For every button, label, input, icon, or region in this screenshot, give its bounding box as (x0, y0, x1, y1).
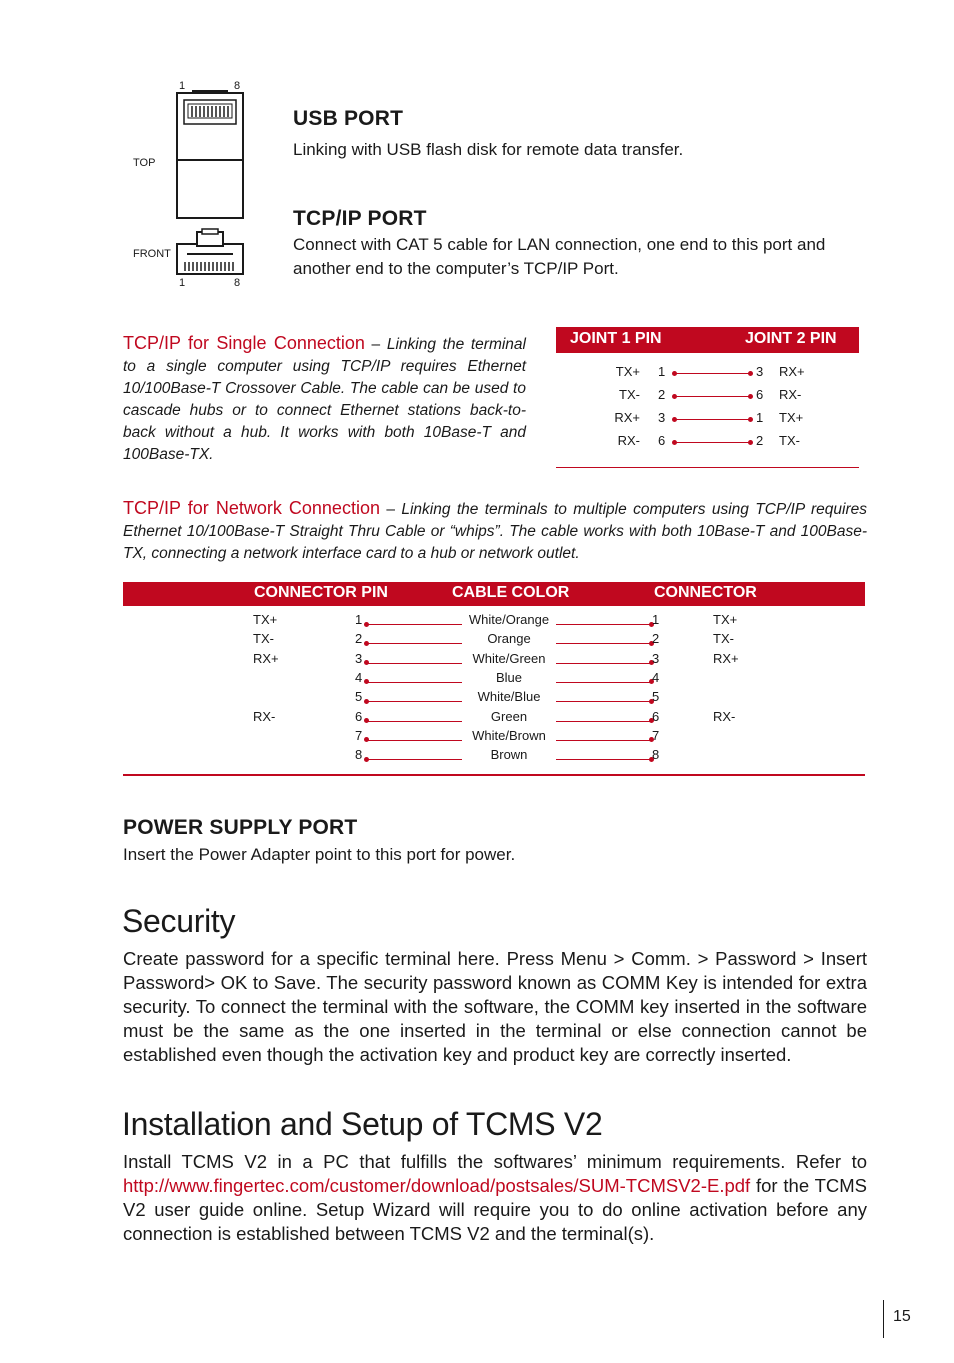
straight-right-pin: 3 (652, 650, 660, 666)
straight-left-wire (366, 759, 462, 760)
tcms-guide-link[interactable]: http://www.fingertec.com/customer/download/postsales/SUM-TCMSV2-E.pdf (123, 1175, 751, 1196)
page-number: 15 (893, 1308, 911, 1325)
network-connection-paragraph (123, 497, 867, 565)
install-text-after: for the TCMS V2 user guide online. Setup Wizard will require you to do online activation before any connection is established between TCMS V2 and the terminal(s). (123, 1175, 867, 1244)
network-connection-text: Linking the terminals to multiple computers using TCP/IP requires Ethernet 10/100Base-T Straight Thru Cable or “whips”. The cable works with both 10Base-T and 100Base-TX, connecting a network interface card to a hub or network outlet. (123, 501, 867, 562)
top-pin-last: 8 (234, 80, 241, 92)
single-dash: – (364, 336, 387, 353)
straight-right-pin: 6 (652, 708, 660, 724)
straight-right-signal: RX- (713, 708, 736, 724)
straight-left-wire (366, 721, 462, 722)
straight-left-pin: 5 (355, 689, 363, 705)
straight-right-pin: 5 (652, 689, 660, 705)
straight-right-pin: 8 (652, 747, 660, 763)
straight-right-wire (556, 624, 651, 625)
crossover-right-dot (748, 394, 753, 399)
crossover-left-pin: 3 (658, 410, 666, 425)
single-connection-text: Linking the terminal to a single computer using TCP/IP requires Ethernet 10/100Base-T Crossover Cable. The cable can be used to cascade hubs or to connect Ethernet stations back-to-back without a hub. It works with both 10Base-T and 100Base-TX. (123, 336, 526, 463)
usb-text: Linking with USB flash disk for remote data transfer. (293, 140, 684, 159)
crossover-left-signal: RX- (617, 433, 640, 448)
straight-left-wire (366, 682, 462, 683)
straight-bottom-rule (123, 774, 865, 776)
top-pin-first: 1 (179, 80, 186, 92)
crossover-table (556, 327, 859, 469)
tcpip-heading: TCP/IP PORT (293, 207, 427, 230)
power-text: Insert the Power Adapter point to this port for power. (123, 845, 516, 864)
straight-left-pin: 7 (355, 727, 363, 743)
straight-cable-color: Blue (495, 669, 523, 685)
install-text-before: Install TCMS V2 in a PC that fulfills the softwares’ minimum requirements. Refer to (123, 1151, 867, 1172)
top-label: TOP (133, 157, 156, 169)
joint1-header: JOINT 1 PIN (570, 330, 662, 347)
crossover-right-signal: RX+ (779, 364, 805, 379)
straight-table (123, 582, 865, 778)
crossover-right-pin: 2 (756, 433, 764, 448)
straight-right-wire (556, 759, 651, 760)
crossover-wire (674, 419, 750, 420)
tcpip-text: Connect with CAT 5 cable for LAN connection, one end to this port and another end to the computer’s TCP/IP Port. (293, 235, 826, 278)
usb-heading: USB PORT (293, 107, 404, 130)
crossover-left-pin: 1 (658, 364, 666, 379)
straight-cable-color: White/Blue (477, 689, 541, 705)
straight-right-signal: RX+ (713, 650, 739, 666)
straight-cable-color: White/Orange (468, 612, 550, 627)
straight-left-pin: 6 (355, 708, 363, 724)
straight-cable-color: White/Green (472, 650, 546, 666)
straight-left-wire (366, 663, 462, 664)
straight-left-signal: TX+ (253, 612, 278, 627)
straight-left-pin: 1 (355, 612, 363, 627)
crossover-right-dot (748, 440, 753, 445)
crossover-wire (674, 373, 750, 374)
straight-left-signal: RX- (253, 708, 276, 724)
crossover-left-pin: 6 (658, 433, 666, 448)
straight-left-signal: TX- (253, 631, 274, 647)
security-text: Create password for a specific terminal here. Press Menu > Comm. > Password > Insert Password> OK to Save. The security password known as COMM Key is intended for extra security. To connect the terminal with the software, the COMM key inserted in the software must be the same as the one inserted in the terminal or else connection cannot be established even though the activation key and product key are correctly inserted. (123, 948, 867, 1065)
straight-left-wire (366, 624, 462, 625)
page-number-rule (883, 1300, 884, 1338)
crossover-right-signal: TX- (779, 433, 800, 448)
front-label: FRONT (133, 248, 171, 260)
joint2-header: JOINT 2 PIN (745, 330, 837, 347)
crossover-wire (674, 442, 750, 443)
crossover-right-signal: RX- (779, 387, 802, 402)
crossover-left-pin: 2 (658, 387, 666, 402)
cable-color-header: CABLE COLOR (452, 584, 570, 601)
straight-right-wire (556, 701, 651, 702)
straight-right-pin: 1 (652, 612, 660, 627)
straight-left-pin: 2 (355, 631, 363, 647)
straight-table-header (123, 582, 865, 606)
crossover-right-signal: TX+ (779, 410, 804, 425)
connector-header: CONNECTOR (654, 584, 757, 601)
crossover-table-header (556, 327, 859, 353)
install-heading: Installation and Setup of TCMS V2 (122, 1106, 603, 1142)
straight-left-pin: 8 (355, 747, 363, 763)
single-connection-title: TCP/IP for Single Connection (123, 333, 365, 353)
crossover-right-pin: 1 (756, 410, 764, 425)
network-dash: – (379, 501, 402, 518)
straight-right-wire (556, 643, 651, 644)
straight-right-pin: 4 (652, 669, 660, 685)
straight-left-wire (366, 643, 462, 644)
straight-left-signal: RX+ (253, 650, 279, 666)
straight-right-signal: TX- (713, 631, 734, 647)
security-heading: Security (122, 903, 236, 939)
port-diagram (130, 78, 260, 293)
straight-right-signal: TX+ (713, 612, 738, 627)
straight-left-pin: 4 (355, 669, 363, 685)
rj45-drawing (130, 78, 260, 293)
straight-right-pin: 2 (652, 631, 660, 647)
crossover-right-pin: 6 (756, 387, 764, 402)
straight-cable-color: Orange (487, 631, 531, 647)
straight-left-wire (366, 740, 462, 741)
front-pin-first: 1 (179, 277, 186, 289)
single-connection-paragraph (123, 332, 526, 466)
straight-right-wire (556, 682, 651, 683)
crossover-left-signal: TX- (619, 387, 640, 402)
straight-cable-color: Green (490, 708, 528, 724)
connector-pin-header: CONNECTOR PIN (254, 584, 388, 601)
front-pin-last: 8 (234, 277, 241, 289)
straight-right-pin: 7 (652, 727, 660, 743)
network-connection-title: TCP/IP for Network Connection (123, 498, 380, 518)
install-paragraph (123, 1150, 867, 1246)
crossover-right-dot (748, 371, 753, 376)
power-heading: POWER SUPPLY PORT (123, 816, 358, 839)
straight-cable-color: Brown (490, 747, 528, 763)
crossover-left-signal: TX+ (615, 364, 640, 379)
straight-right-wire (556, 663, 651, 664)
crossover-wire (674, 396, 750, 397)
straight-left-pin: 3 (355, 650, 363, 666)
crossover-left-signal: RX+ (614, 410, 640, 425)
straight-left-wire (366, 701, 462, 702)
straight-right-wire (556, 740, 651, 741)
crossover-bottom-rule (556, 467, 859, 468)
crossover-right-pin: 3 (756, 364, 764, 379)
straight-right-wire (556, 721, 651, 722)
straight-cable-color: White/Brown (472, 727, 546, 743)
crossover-right-dot (748, 417, 753, 422)
